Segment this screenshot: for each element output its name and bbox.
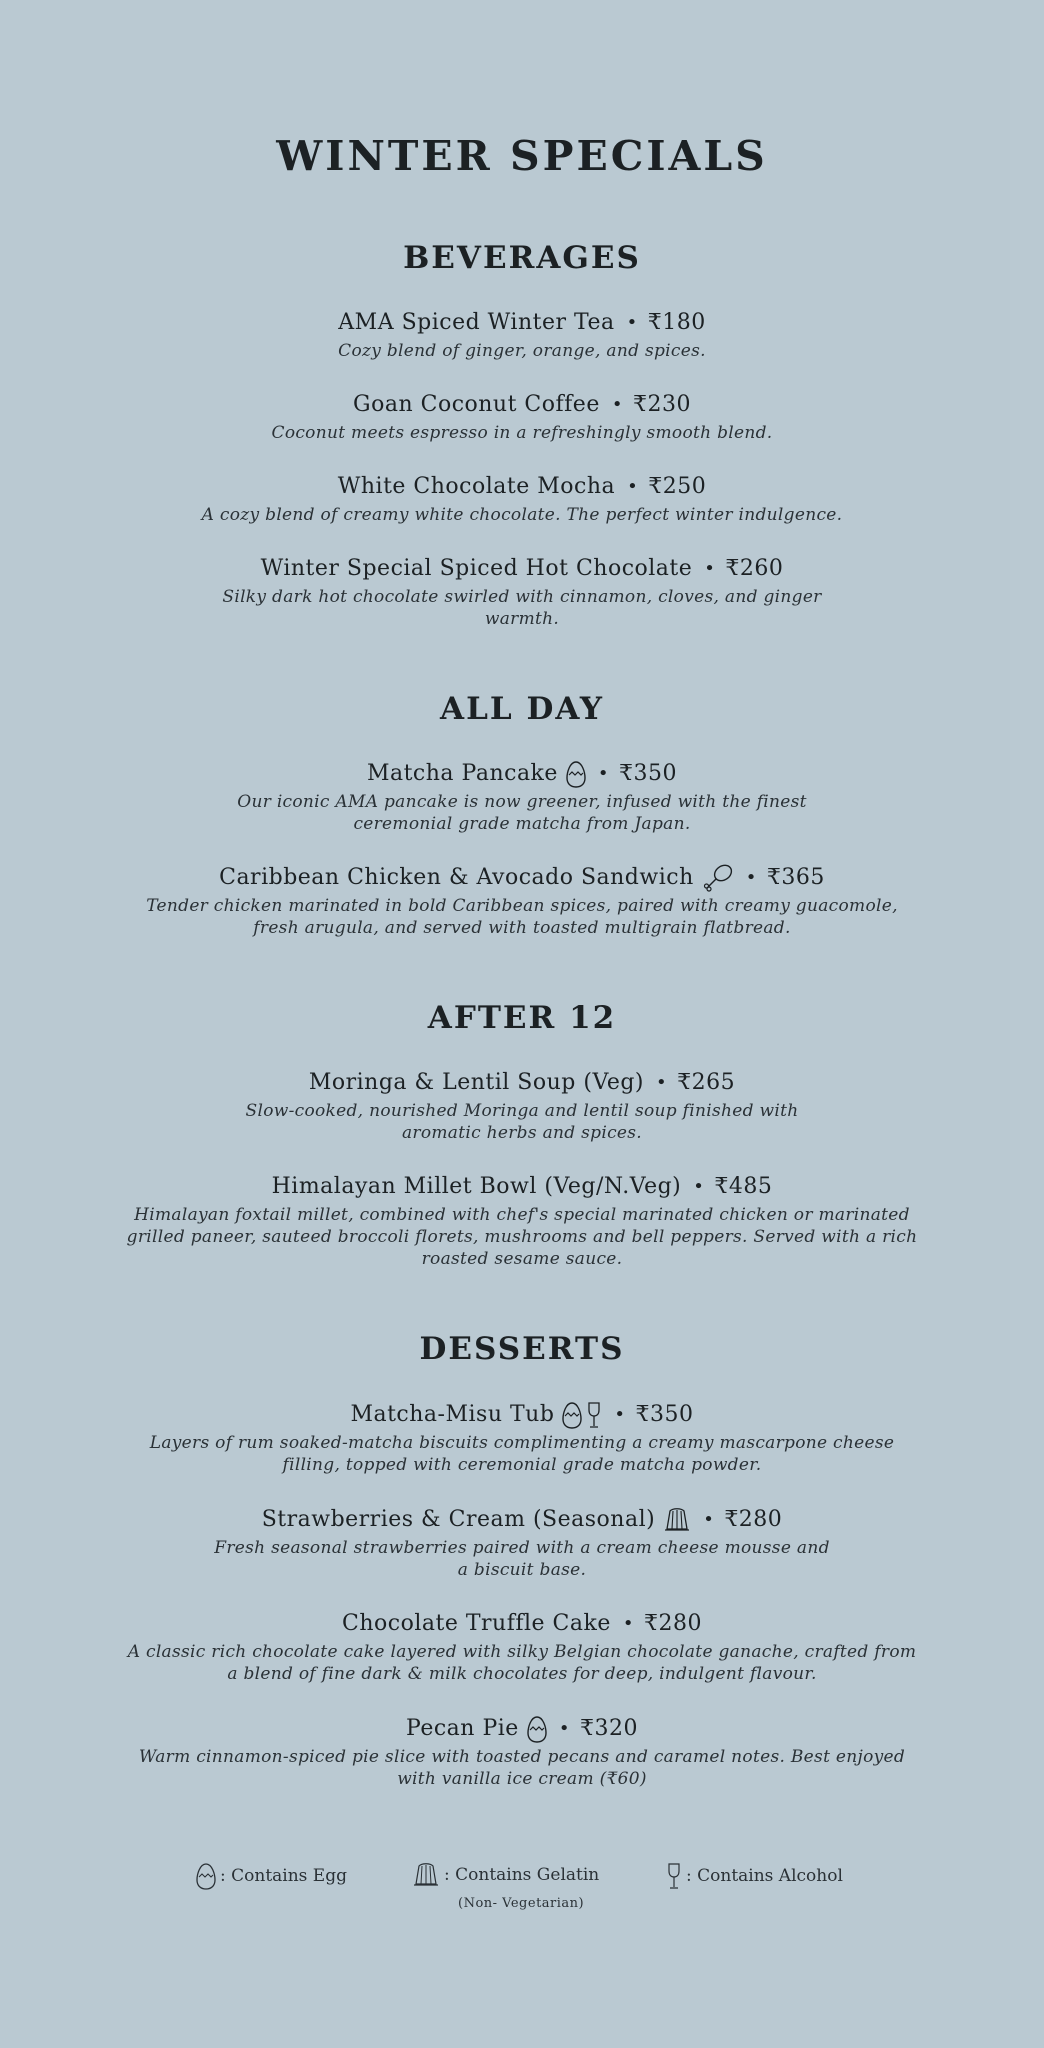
item-price: ₹250 [648, 474, 707, 499]
item-price: ₹350 [635, 1402, 694, 1427]
separator-dot: • [558, 1718, 570, 1739]
legend-gelatin [412, 1862, 599, 1888]
item-description: Himalayan foxtail millet, combined with chef's special marinated chicken or marinated grilled paneer, sauteed broccoli florets, mushrooms and bell peppers. Served with a rich roasted sesame sauce. [126, 1205, 918, 1269]
item-description: A classic rich chocolate cake layered with silky Belgian chocolate ganache, crafted from a blend of fine dark & milk chocolates for deep, indulgent flavour. [127, 1642, 917, 1684]
legend-egg [196, 1862, 347, 1890]
section-title-beverages: BEVERAGES [403, 240, 641, 276]
item-price: ₹265 [677, 1070, 736, 1095]
section-title-all-day: ALL DAY [440, 691, 604, 727]
section-title-after-12: AFTER 12 [427, 1000, 617, 1036]
item-name: White Chocolate Mocha [337, 474, 616, 499]
separator-dot: • [597, 763, 610, 784]
item-description: Our iconic AMA pancake is now greener, infused with the finest ceremonial grade matcha from Japan. [237, 792, 807, 834]
item-name: Pecan Pie [406, 1716, 519, 1741]
menu-item [0, 1505, 1044, 1581]
separator-dot: • [626, 312, 638, 333]
item-name: AMA Spiced Winter Tea [338, 310, 615, 335]
item-description: Fresh seasonal strawberries paired with a cream cheese mousse and a biscuit base. [214, 1538, 830, 1580]
wine-glass-icon [586, 1401, 602, 1429]
separator-dot: • [745, 867, 757, 888]
item-description: Silky dark hot chocolate swirled with cinnamon, cloves, and ginger warmth. [222, 587, 822, 629]
egg-icon [566, 760, 586, 788]
legend [0, 1862, 1044, 1922]
legend-egg-label: : Contains Egg [220, 1866, 347, 1886]
item-price: ₹320 [579, 1716, 638, 1741]
item-name: Goan Coconut Coffee [353, 392, 600, 417]
item-description: Layers of rum soaked-matcha biscuits complimenting a creamy mascarpone cheese filling, topped with ceremonial grade matcha powder. [149, 1433, 895, 1475]
item-name: Chocolate Truffle Cake [342, 1611, 611, 1636]
separator-dot: • [614, 1404, 626, 1425]
menu-item [0, 1068, 1044, 1144]
item-price: ₹230 [632, 392, 691, 417]
item-description: Coconut meets espresso in a refreshingly smooth blend. [271, 423, 773, 443]
legend-gelatin-note: (Non- Vegetarian) [458, 1896, 585, 1911]
item-name: Matcha Pancake [366, 761, 558, 786]
section-title-desserts: DESSERTS [419, 1331, 625, 1367]
menu-item [0, 1400, 1044, 1476]
item-price: ₹365 [766, 865, 825, 890]
egg-icon [527, 1715, 547, 1743]
menu-item [0, 554, 1044, 630]
separator-dot: • [703, 1509, 715, 1530]
item-name: Caribbean Chicken & Avocado Sandwich [219, 865, 694, 890]
item-name: Matcha-Misu Tub [350, 1402, 555, 1427]
wine-glass-icon [666, 1862, 682, 1890]
menu-item [0, 1172, 1044, 1270]
separator-dot: • [704, 558, 716, 579]
legend-alcohol-label: : Contains Alcohol [686, 1866, 843, 1886]
egg-icon [196, 1862, 216, 1890]
separator-dot: • [693, 1176, 705, 1197]
menu-item [0, 1609, 1044, 1685]
item-price: ₹280 [724, 1507, 783, 1532]
item-name: Moringa & Lentil Soup (Veg) [308, 1070, 645, 1095]
legend-gelatin-label: : Contains Gelatin [444, 1865, 600, 1885]
egg-icon [562, 1401, 582, 1429]
menu-item [0, 308, 1044, 362]
menu-item [0, 863, 1044, 939]
item-price: ₹485 [714, 1174, 773, 1199]
separator-dot: • [656, 1072, 668, 1093]
menu-item [0, 1714, 1044, 1790]
item-name: Strawberries & Cream (Seasonal) [261, 1507, 656, 1532]
item-name: Winter Special Spiced Hot Chocolate [260, 556, 693, 581]
item-description: Tender chicken marinated in bold Caribbean spices, paired with creamy guacomole, fresh arugula, and served with toasted multigrain flatbread. [146, 896, 898, 938]
gelatin-icon [412, 1862, 440, 1888]
item-description: A cozy blend of creamy white chocolate. The perfect winter indulgence. [201, 505, 843, 525]
gelatin-icon [663, 1507, 691, 1533]
item-description: Slow-cooked, nourished Moringa and lentil soup finished with aromatic herbs and spices. [245, 1101, 799, 1143]
menu-item [0, 472, 1044, 526]
page-title: WINTER SPECIALS [276, 132, 768, 180]
item-price: ₹260 [725, 556, 784, 581]
separator-dot: • [627, 476, 639, 497]
legend-alcohol [666, 1862, 843, 1890]
separator-dot: • [622, 1613, 634, 1634]
separator-dot: • [611, 394, 623, 415]
chicken-leg-icon [702, 863, 734, 893]
item-name: Himalayan Millet Bowl (Veg/N.Veg) [271, 1174, 682, 1199]
item-description: Cozy blend of ginger, orange, and spices. [338, 341, 706, 361]
item-price: ₹180 [647, 310, 706, 335]
menu-item [0, 390, 1044, 444]
item-price: ₹350 [619, 761, 678, 786]
item-price: ₹280 [643, 1611, 702, 1636]
menu-item [0, 759, 1044, 835]
item-description: Warm cinnamon-spiced pie slice with toasted pecans and caramel notes. Best enjoyed with vanilla ice cream (₹60) [138, 1747, 906, 1789]
